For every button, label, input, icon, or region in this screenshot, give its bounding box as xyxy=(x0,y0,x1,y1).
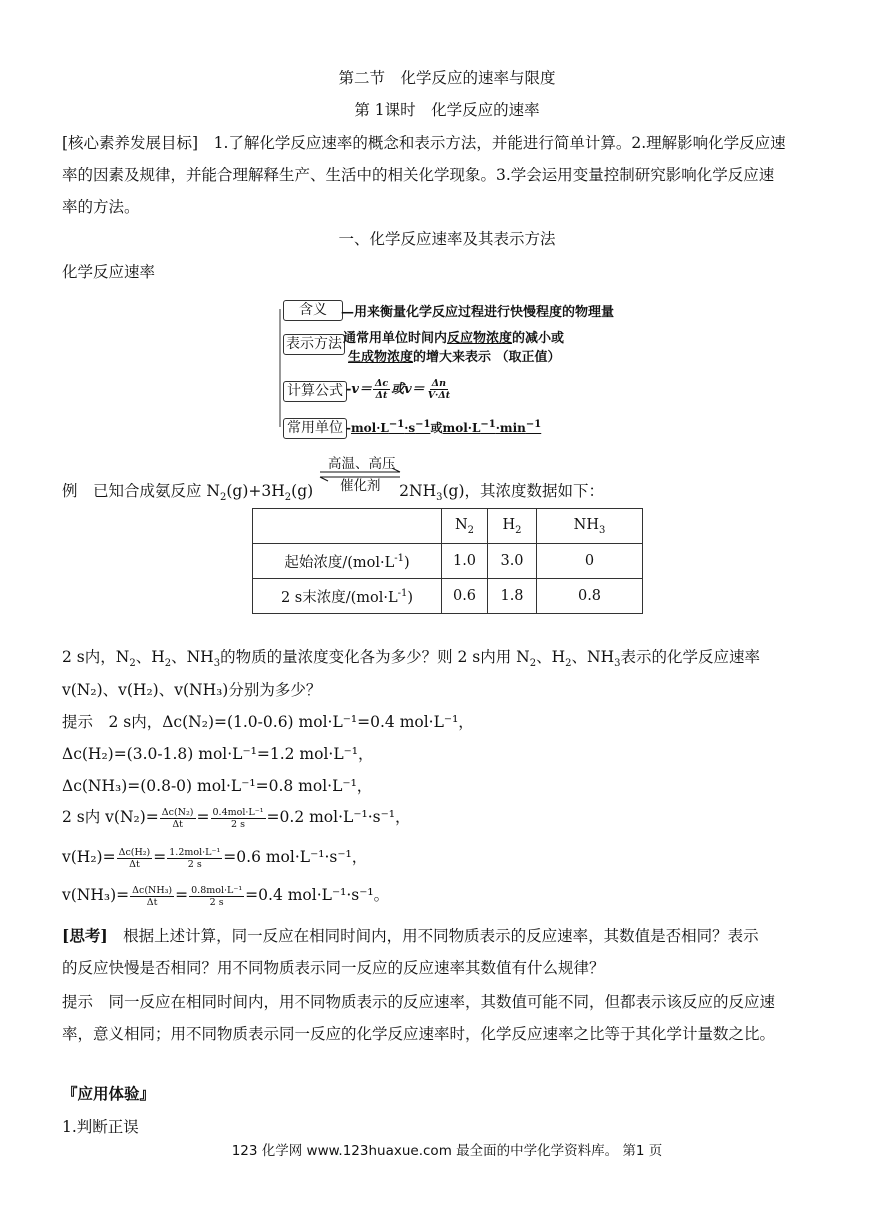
practice-title: 『应用体验』 xyxy=(62,1084,156,1103)
table-row xyxy=(253,544,643,579)
table-cell: 0.6 xyxy=(442,579,488,614)
reaction-condition-bottom: 催化剂 xyxy=(340,478,381,494)
hint-line-4: 2 s内 v(N₂)= $\frac{\text{Δc(N₂)}}{\Delta t}$ = $\frac{\text{0.4mol·L⁻¹}}{2 s}$ =0.2 mol·L⁻¹·s⁻¹， xyxy=(62,806,411,830)
example-line: 例 已知合成氨反应 $N_2(g)+3H_2(g)$ $2NH_3(g)$，其浓度数据如下： xyxy=(62,482,605,504)
think-line-1: [思考] 根据上述计算，同一反应在相同时间内，用不同物质表示的反应速率，其数值是否相同？表示 xyxy=(62,926,759,945)
subheading: 化学反应速率 xyxy=(62,263,156,281)
box-formula: 计算公式 xyxy=(283,381,347,402)
table-cell: 3.0 xyxy=(488,544,537,579)
unit-text: $-mol\cdot L^{-1}\cdot s^{-1}$或$mol\cdot L^{-1}\cdot\min^{-1}$ xyxy=(346,419,542,435)
method-text-1: 通常用单位时间内反应物浓度的减小或 xyxy=(343,331,565,346)
table-header-cell: $N_2$ xyxy=(442,509,488,544)
table-header-cell: $NH_3$ xyxy=(537,509,643,544)
formula-text: -v＝ $\frac{\Delta c}{\Delta t}$ 或v＝ $\frac{\Delta n}{V\cdot\Delta t}$ xyxy=(346,378,451,401)
think-answer-1: 提示 同一反应在相同时间内，用不同物质表示的反应速率，其数值可能不同，但都表示该反应的反应速 xyxy=(62,993,776,1011)
question-line-1: 2 s内，$N_2$、$H_2$、$NH_3$的物质的量浓度变化各为多少？则 2 s内用 $N_2$、$H_2$、$NH_3$表示的化学反应速率 xyxy=(62,648,760,670)
question-line-2: v(N₂)、v(H₂)、v(NH₃)分别为多少？ xyxy=(62,681,322,699)
reaction-condition-top: 高温、高压 xyxy=(328,456,396,472)
objectives-line-3: 率的方法。 xyxy=(62,198,140,216)
part1-title: 一、化学反应速率及其表示方法 xyxy=(338,230,556,248)
hint-line-5: v(H₂)= $\frac{\text{Δc(H₂)}}{\Delta t}$ = $\frac{\text{1.2mol·L⁻¹}}{2 s}$ =0.6 mol·L⁻¹·s⁻¹， xyxy=(62,846,368,870)
table-header-cell: $H_2$ xyxy=(488,509,537,544)
table-row-label: 2 s末浓度$/(mol\cdot L^{-1})$ xyxy=(253,579,442,614)
hint-line-1: 提示 2 s内，Δc(N₂)=(1.0-0.6) mol·L⁻¹=0.4 mol·L⁻¹， xyxy=(62,713,474,731)
objectives-line-2: 率的因素及规律，并能合理解释生产、生活中的相关化学现象。3.学会运用变量控制研究影响化学反应速 xyxy=(62,166,775,184)
table-header-cell xyxy=(253,509,442,544)
table-cell: 1.0 xyxy=(442,544,488,579)
meaning-text: —用来衡量化学反应过程进行快慢程度的物理量 xyxy=(341,305,615,320)
table-cell: 0.8 xyxy=(537,579,643,614)
hint-line-6: v(NH₃)= $\frac{\text{Δc(NH₃)}}{\Delta t}$ = $\frac{\text{0.8mol·L⁻¹}}{2 s}$ =0.4 mol·L⁻¹·s⁻¹。 xyxy=(62,884,390,908)
box-unit: 常用单位 xyxy=(283,418,347,439)
lesson-title: 第 1课时 化学反应的速率 xyxy=(354,101,540,119)
table-cell: 1.8 xyxy=(488,579,537,614)
method-text-2: 生成物浓度的增大来表示 （取正值） xyxy=(348,350,561,365)
hint-line-2: Δc(H₂)=(3.0-1.8) mol·L⁻¹=1.2 mol·L⁻¹， xyxy=(62,745,374,763)
page-footer: 123 化学网 www.123huaxue.com 最全面的中学化学资料库。 第1 页 xyxy=(231,1143,663,1159)
think-line-2: 的反应快慢是否相同？用不同物质表示同一反应的反应速率其数值有什么规律？ xyxy=(62,959,605,977)
table-header-row xyxy=(253,509,643,544)
practice-item-1: 1.判断正误 xyxy=(62,1118,139,1136)
objectives-line-1: [核心素养发展目标] 1.了解化学反应速率的概念和表示方法，并能进行简单计算。2.理解影响化学反应速 xyxy=(62,134,786,152)
concentration-table xyxy=(252,508,643,614)
box-meaning: 含义 xyxy=(283,300,343,321)
section-title: 第二节 化学反应的速率与限度 xyxy=(338,69,556,87)
think-answer-2: 率，意义相同；用不同物质表示同一反应的化学反应速率时，化学反应速率之比等于其化学计量数之比。 xyxy=(62,1025,776,1043)
table-cell: 0 xyxy=(537,544,643,579)
box-method: 表示方法 xyxy=(283,334,345,355)
table-row xyxy=(253,579,643,614)
hint-line-3: Δc(NH₃)=(0.8-0) mol·L⁻¹=0.8 mol·L⁻¹， xyxy=(62,777,373,795)
table-row-label: 起始浓度$/(mol\cdot L^{-1})$ xyxy=(253,544,442,579)
